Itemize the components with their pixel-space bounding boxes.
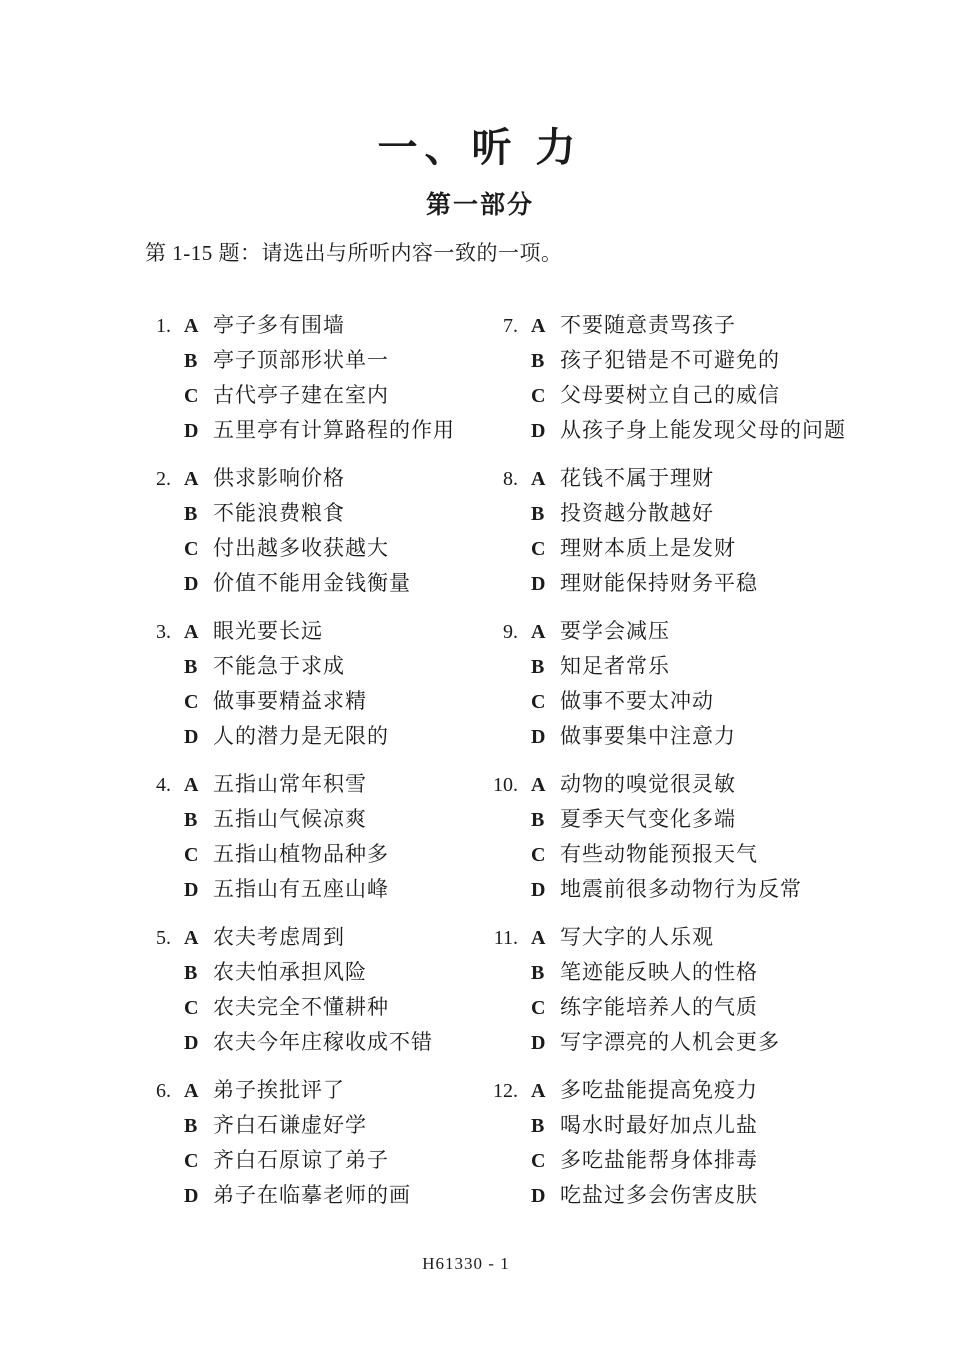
- option-text: 齐白石谦虚好学: [213, 1113, 367, 1137]
- option-text: 夏季天气变化多端: [560, 807, 736, 831]
- option-letter: A: [531, 1080, 546, 1102]
- option-text: 从孩子身上能发现父母的问题: [560, 418, 846, 442]
- option-row: [488, 614, 908, 649]
- option-text: 农夫考虑周到: [213, 925, 345, 949]
- option-text: 五指山气候凉爽: [213, 807, 367, 831]
- question-2: [145, 461, 485, 601]
- question-number: 5.: [156, 927, 171, 949]
- question-7: [488, 308, 908, 448]
- option-text: 要学会减压: [560, 619, 670, 643]
- option-text: 多吃盐能提高免疫力: [560, 1078, 758, 1102]
- option-letter: B: [531, 350, 545, 372]
- part-title: 第一部分: [425, 192, 534, 219]
- option-row: [488, 1108, 908, 1143]
- option-letter: A: [184, 315, 199, 337]
- option-letter: D: [531, 420, 546, 442]
- question-6: [145, 1073, 485, 1213]
- option-row: [145, 378, 485, 413]
- option-text: 古代亭子建在室内: [213, 383, 389, 407]
- option-text: 五指山植物品种多: [213, 842, 389, 866]
- option-letter: A: [184, 1080, 199, 1102]
- option-row: [488, 837, 908, 872]
- option-letter: D: [531, 1185, 546, 1207]
- option-letter: D: [184, 726, 199, 748]
- option-row: [488, 955, 908, 990]
- option-row: [488, 378, 908, 413]
- question-number: 8.: [503, 468, 518, 490]
- option-letter: D: [184, 879, 199, 901]
- option-row: [145, 719, 485, 754]
- option-row: [488, 496, 908, 531]
- question-3: [145, 614, 485, 754]
- option-row: [488, 1178, 908, 1213]
- option-letter: C: [184, 1150, 199, 1172]
- option-row: [145, 955, 485, 990]
- question-12: [488, 1073, 908, 1213]
- option-row: [488, 990, 908, 1025]
- option-text: 花钱不属于理财: [560, 466, 714, 490]
- option-letter: B: [531, 503, 545, 525]
- option-letter: A: [184, 621, 199, 643]
- option-text: 吃盐过多会伤害皮肤: [560, 1183, 758, 1207]
- question-number: 2.: [156, 468, 171, 490]
- question-number: 4.: [156, 774, 171, 796]
- option-row: [145, 684, 485, 719]
- option-row: [145, 1025, 485, 1060]
- option-letter: C: [184, 538, 199, 560]
- option-letter: C: [531, 538, 546, 560]
- question-number: 1.: [156, 315, 171, 337]
- option-text: 价值不能用金钱衡量: [213, 571, 411, 595]
- option-text: 动物的嗅觉很灵敏: [560, 772, 736, 796]
- question-number: 11.: [493, 927, 518, 949]
- option-row: [488, 872, 908, 907]
- questions-column-right: [488, 308, 908, 1226]
- option-row: [145, 566, 485, 601]
- option-letter: D: [531, 573, 546, 595]
- option-row: [488, 1143, 908, 1178]
- option-letter: A: [184, 927, 199, 949]
- option-row: [488, 719, 908, 754]
- option-row: [488, 343, 908, 378]
- option-row: [145, 413, 485, 448]
- option-letter: B: [184, 809, 198, 831]
- question-number: 9.: [503, 621, 518, 643]
- option-text: 弟子挨批评了: [213, 1078, 345, 1102]
- option-letter: B: [184, 656, 198, 678]
- option-text: 多吃盐能帮身体排毒: [560, 1148, 758, 1172]
- option-row: [145, 531, 485, 566]
- question-number: 3.: [156, 621, 171, 643]
- section-title: 一、听 力: [377, 125, 583, 170]
- option-text: 亭子顶部形状单一: [213, 348, 389, 372]
- option-text: 理财能保持财务平稳: [560, 571, 758, 595]
- option-text: 五指山常年积雪: [213, 772, 367, 796]
- instructions-text: 第 1-15 题：请选出与所听内容一致的一项。: [145, 241, 563, 265]
- option-row: [488, 531, 908, 566]
- option-text: 孩子犯错是不可避免的: [560, 348, 780, 372]
- option-text: 写字漂亮的人机会更多: [560, 1030, 780, 1054]
- option-letter: A: [531, 621, 546, 643]
- option-letter: C: [531, 1150, 546, 1172]
- question-9: [488, 614, 908, 754]
- option-letter: B: [184, 962, 198, 984]
- question-11: [488, 920, 908, 1060]
- option-row: [488, 767, 908, 802]
- page-footer: H61330 - 1: [422, 1254, 510, 1273]
- option-letter: B: [531, 962, 545, 984]
- option-row: [145, 496, 485, 531]
- option-letter: B: [184, 350, 198, 372]
- option-row: [488, 920, 908, 955]
- option-row: [145, 837, 485, 872]
- option-letter: A: [184, 468, 199, 490]
- option-row: [488, 413, 908, 448]
- option-row: [145, 1108, 485, 1143]
- option-row: [488, 566, 908, 601]
- question-10: [488, 767, 908, 907]
- option-text: 齐白石原谅了弟子: [213, 1148, 389, 1172]
- option-row: [145, 1143, 485, 1178]
- option-letter: B: [531, 656, 545, 678]
- option-text: 五指山有五座山峰: [213, 877, 389, 901]
- option-row: [145, 343, 485, 378]
- question-number: 6.: [156, 1080, 171, 1102]
- option-text: 农夫完全不懂耕种: [213, 995, 389, 1019]
- option-letter: D: [184, 573, 199, 595]
- option-row: [145, 990, 485, 1025]
- option-text: 父母要树立自己的威信: [560, 383, 780, 407]
- question-number: 12.: [493, 1080, 518, 1102]
- option-row: [145, 649, 485, 684]
- option-row: [145, 461, 485, 496]
- option-text: 练字能培养人的气质: [560, 995, 758, 1019]
- option-letter: A: [531, 468, 546, 490]
- option-text: 喝水时最好加点儿盐: [560, 1113, 758, 1137]
- option-letter: D: [184, 1032, 199, 1054]
- option-text: 人的潜力是无限的: [213, 724, 389, 748]
- option-text: 知足者常乐: [560, 654, 670, 678]
- question-8: [488, 461, 908, 601]
- option-letter: A: [531, 315, 546, 337]
- option-text: 不能浪费粮食: [213, 501, 345, 525]
- option-text: 做事要集中注意力: [560, 724, 736, 748]
- option-text: 农夫今年庄稼收成不错: [213, 1030, 433, 1054]
- option-row: [488, 461, 908, 496]
- option-letter: C: [184, 997, 199, 1019]
- option-text: 笔迹能反映人的性格: [560, 960, 758, 984]
- option-text: 付出越多收获越大: [213, 536, 389, 560]
- option-row: [488, 1073, 908, 1108]
- option-letter: B: [531, 1115, 545, 1137]
- option-row: [145, 920, 485, 955]
- option-letter: D: [531, 726, 546, 748]
- option-text: 农夫怕承担风险: [213, 960, 367, 984]
- option-letter: C: [531, 691, 546, 713]
- option-text: 不要随意责骂孩子: [560, 313, 736, 337]
- option-row: [488, 802, 908, 837]
- option-row: [488, 649, 908, 684]
- option-text: 不能急于求成: [213, 654, 345, 678]
- question-number: 10.: [493, 774, 518, 796]
- option-letter: C: [531, 844, 546, 866]
- option-text: 理财本质上是发财: [560, 536, 736, 560]
- question-number: 7.: [503, 315, 518, 337]
- option-row: [145, 308, 485, 343]
- question-1: [145, 308, 485, 448]
- option-letter: B: [531, 809, 545, 831]
- option-text: 做事要精益求精: [213, 689, 367, 713]
- option-row: [145, 614, 485, 649]
- option-row: [145, 872, 485, 907]
- option-letter: A: [184, 774, 199, 796]
- option-letter: D: [184, 1185, 199, 1207]
- option-text: 眼光要长远: [213, 619, 323, 643]
- option-text: 亭子多有围墙: [213, 313, 345, 337]
- question-4: [145, 767, 485, 907]
- option-letter: C: [531, 997, 546, 1019]
- option-text: 做事不要太冲动: [560, 689, 714, 713]
- option-letter: B: [184, 1115, 198, 1137]
- option-text: 供求影响价格: [213, 466, 345, 490]
- option-letter: D: [531, 879, 546, 901]
- option-row: [488, 1025, 908, 1060]
- option-letter: C: [184, 844, 199, 866]
- option-letter: C: [184, 691, 199, 713]
- option-row: [145, 1073, 485, 1108]
- questions-column-left: [145, 308, 485, 1226]
- option-row: [145, 802, 485, 837]
- option-text: 写大字的人乐观: [560, 925, 714, 949]
- option-letter: A: [531, 927, 546, 949]
- option-row: [145, 767, 485, 802]
- option-letter: D: [184, 420, 199, 442]
- option-text: 五里亭有计算路程的作用: [213, 418, 455, 442]
- option-row: [145, 1178, 485, 1213]
- option-letter: C: [531, 385, 546, 407]
- option-text: 弟子在临摹老师的画: [213, 1183, 411, 1207]
- option-letter: C: [184, 385, 199, 407]
- option-text: 地震前很多动物行为反常: [560, 877, 802, 901]
- option-letter: A: [531, 774, 546, 796]
- option-row: [488, 684, 908, 719]
- question-5: [145, 920, 485, 1060]
- option-letter: D: [531, 1032, 546, 1054]
- option-text: 投资越分散越好: [560, 501, 714, 525]
- option-text: 有些动物能预报天气: [560, 842, 758, 866]
- option-letter: B: [184, 503, 198, 525]
- option-row: [488, 308, 908, 343]
